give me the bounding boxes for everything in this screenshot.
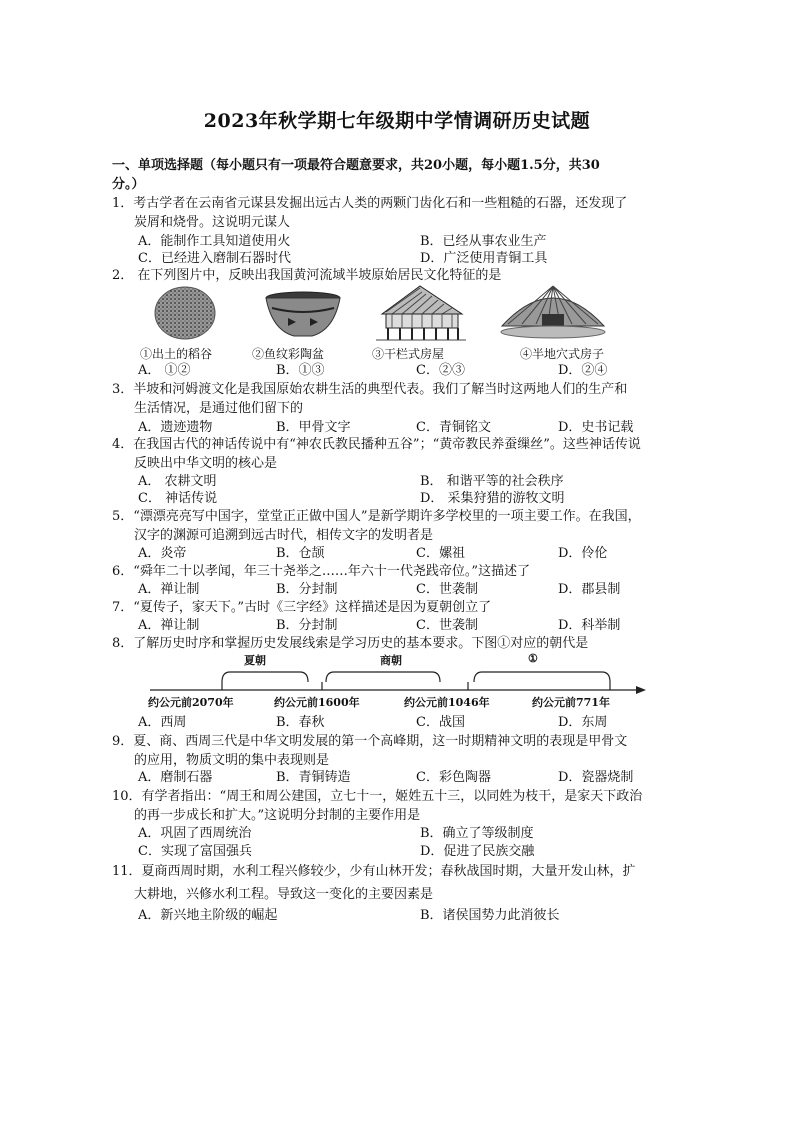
question-3-stem-cont: 生活情况，是通过他们留下的 xyxy=(134,401,304,416)
q2-option-d[interactable]: D．②④ xyxy=(558,363,608,378)
brace-xia xyxy=(222,672,308,682)
q9-option-a[interactable]: A．磨制石器 xyxy=(138,770,213,785)
stilt-house-image xyxy=(372,284,468,342)
question-4-options-row2 xyxy=(138,489,698,508)
question-10-options-row2 xyxy=(138,842,698,861)
q2-option-a[interactable]: A． ①② xyxy=(138,363,191,378)
question-8-options xyxy=(138,713,698,732)
semi-underground-house-image xyxy=(498,284,608,342)
rice-grains-image xyxy=(154,286,216,340)
page-title: 2023年秋学期七年级期中学情调研历史试题 xyxy=(203,110,591,132)
q2-option-c[interactable]: C．②③ xyxy=(416,363,465,378)
question-11-stem: 11．夏商西周时期，水利工程兴修较少，少有山林开发；春秋战国时期，大量开发山林，扩 xyxy=(112,864,636,879)
q4-option-c[interactable]: C． 神话传说 xyxy=(138,491,218,506)
question-6-stem: 6．“舜年二十以孝闻，年三十尧举之……年六十一代尧践帝位。”这描述了 xyxy=(112,564,531,579)
question-8-stem: 8．了解历史时序和掌握历史发展线索是学习历史的基本要求。下图①对应的朝代是 xyxy=(112,636,589,651)
question-10-options-row1 xyxy=(138,824,698,843)
caption-pottery: ②鱼纹彩陶盆 xyxy=(252,347,325,361)
question-9 xyxy=(112,732,692,770)
timeline-axis xyxy=(140,668,650,696)
question-5-options xyxy=(138,544,698,563)
question-6-options xyxy=(138,580,698,599)
question-10-stem-cont: 的再一步成长和扩大。”这说明分封制的主要作用是 xyxy=(134,808,421,823)
q5-option-b[interactable]: B．仓颉 xyxy=(276,546,325,561)
dynasty-timeline xyxy=(140,652,650,712)
question-3 xyxy=(112,380,692,418)
q8-option-c[interactable]: C．战国 xyxy=(416,715,465,730)
question-1-stem: 1．考古学者在云南省元谋县发掘出远古人类的两颗门齿化石和一些粗糙的石器，还发现了 xyxy=(112,196,628,211)
q5-option-a[interactable]: A．炎帝 xyxy=(138,546,187,561)
question-7 xyxy=(112,598,692,617)
question-1-stem-cont: 炭屑和烧骨。这说明元谋人 xyxy=(134,215,291,230)
question-11-options-row1 xyxy=(138,906,698,925)
q6-option-d[interactable]: D．郡县制 xyxy=(558,582,621,597)
question-3-stem: 3．半坡和河姆渡文化是我国原始农耕生活的典型代表。我们了解当时这两地人们的生产和 xyxy=(112,382,628,397)
q8-option-b[interactable]: B．春秋 xyxy=(276,715,325,730)
question-10 xyxy=(112,787,692,825)
brace-shang xyxy=(326,672,440,682)
question-9-stem-cont: 的应用，物质文明的集中表现则是 xyxy=(134,753,330,768)
timeline-period-shang: 商朝 xyxy=(380,654,402,667)
timeline-arrow xyxy=(636,686,646,694)
q3-option-a[interactable]: A．遗迹遗物 xyxy=(138,420,213,435)
q10-option-b[interactable]: B．确立了等级制度 xyxy=(420,826,534,841)
q8-option-d[interactable]: D．东周 xyxy=(558,715,608,730)
q2-option-b[interactable]: B．①③ xyxy=(276,363,325,378)
q9-option-b[interactable]: B．青铜铸造 xyxy=(276,770,351,785)
section-heading-line1: 一、单项选择题（每小题只有一项最符合题意要求，共20小题，每小题1.5分，共30 xyxy=(112,158,600,173)
timeline-period-xia: 夏朝 xyxy=(244,654,266,667)
timeline-date-2: 约公元前1600年 xyxy=(274,696,360,709)
q7-option-d[interactable]: D．科举制 xyxy=(558,618,621,633)
question-7-options xyxy=(138,616,698,635)
q1-option-b[interactable]: B．已经从事农业生产 xyxy=(420,234,547,249)
caption-pit-house: ④半地穴式房子 xyxy=(520,347,605,361)
question-11 xyxy=(112,862,692,904)
question-10-stem: 10．有学者指出：“周王和周公建国，立七十一，姬姓五十三，以同姓为枝干，是家天下政治 xyxy=(112,789,643,804)
question-2 xyxy=(112,266,692,285)
q9-option-c[interactable]: C．彩色陶器 xyxy=(416,770,491,785)
q1-option-a[interactable]: A．能制作工具知道使用火 xyxy=(138,234,291,249)
question-4-stem: 4．在我国古代的神话传说中有“神农氏教民播种五谷”；“黄帝教民养蚕缫丝”。这些神话传说 xyxy=(112,437,641,452)
timeline-date-4: 约公元前771年 xyxy=(532,696,610,709)
q6-option-a[interactable]: A．禅让制 xyxy=(138,582,200,597)
q11-option-a[interactable]: A．新兴地主阶级的崛起 xyxy=(138,908,278,923)
q1-option-d[interactable]: D．广泛使用青铜工具 xyxy=(420,251,548,266)
q4-option-a[interactable]: A． 农耕文明 xyxy=(138,474,217,489)
question-8 xyxy=(112,634,692,653)
q10-option-c[interactable]: C．实现了富国强兵 xyxy=(138,844,252,859)
q5-option-d[interactable]: D．伶伦 xyxy=(558,546,608,561)
pottery-basin-image xyxy=(264,290,342,340)
question-5 xyxy=(112,507,692,545)
question-11-stem-cont: 大耕地，兴修水利工程。导致这一变化的主要因素是 xyxy=(134,887,434,902)
q7-option-c[interactable]: C．世袭制 xyxy=(416,618,478,633)
q9-option-d[interactable]: D．瓷器烧制 xyxy=(558,770,634,785)
question-4 xyxy=(112,435,692,473)
q4-option-b[interactable]: B． 和谐平等的社会秩序 xyxy=(420,474,564,489)
q5-option-c[interactable]: C．嫘祖 xyxy=(416,546,465,561)
q6-option-c[interactable]: C．世袭制 xyxy=(416,582,478,597)
question-4-stem-cont: 反映出中华文明的核心是 xyxy=(134,456,278,471)
question-9-stem: 9．夏、商、西周三代是中华文明发展的第一个高峰期，这一时期精神文明的表现是甲骨文 xyxy=(112,734,628,749)
question-6 xyxy=(112,562,692,581)
q10-option-d[interactable]: D．促进了民族交融 xyxy=(420,844,535,859)
question-1 xyxy=(112,194,692,232)
brace-period-1 xyxy=(474,672,610,682)
q10-option-a[interactable]: A．巩固了西周统治 xyxy=(138,826,252,841)
q3-option-b[interactable]: B．甲骨文字 xyxy=(276,420,351,435)
question-7-stem: 7．“夏传子，家天下。”古时《三字经》这样描述是因为夏朝创立了 xyxy=(112,600,492,615)
q6-option-b[interactable]: B．分封制 xyxy=(276,582,338,597)
timeline-date-3: 约公元前1046年 xyxy=(404,696,490,709)
section-heading-line2: 分。） xyxy=(112,177,145,192)
question-2-options xyxy=(138,361,698,380)
q8-option-a[interactable]: A．西周 xyxy=(138,715,187,730)
caption-rice: ①出土的稻谷 xyxy=(140,347,213,361)
caption-stilt-house: ③干栏式房屋 xyxy=(372,347,445,361)
q11-option-b[interactable]: B．诸侯国势力此消彼长 xyxy=(420,908,560,923)
q4-option-d[interactable]: D． 采集狩猎的游牧文明 xyxy=(420,491,565,506)
question-9-options xyxy=(138,768,698,787)
question-5-stem: 5．“漂漂亮亮写中国字，堂堂正正做中国人”是新学期许多学校里的一项主要工作。在我国， xyxy=(112,509,641,524)
question-2-figures xyxy=(140,284,620,344)
timeline-period-1: ① xyxy=(528,652,538,665)
question-2-stem: 2． 在下列图片中，反映出我国黄河流域半坡原始居民文化特征的是 xyxy=(112,268,502,283)
q3-option-c[interactable]: C．青铜铭文 xyxy=(416,420,491,435)
q7-option-b[interactable]: B．分封制 xyxy=(276,618,338,633)
timeline-date-1: 约公元前2070年 xyxy=(148,696,234,709)
q7-option-a[interactable]: A．禅让制 xyxy=(138,618,200,633)
section-heading xyxy=(112,156,692,194)
q3-option-d[interactable]: D．史书记载 xyxy=(558,420,634,435)
q1-option-c[interactable]: C．已经进入磨制石器时代 xyxy=(138,251,291,266)
question-5-stem-cont: 汉字的渊源可追溯到远古时代，相传文字的发明者是 xyxy=(134,528,434,543)
